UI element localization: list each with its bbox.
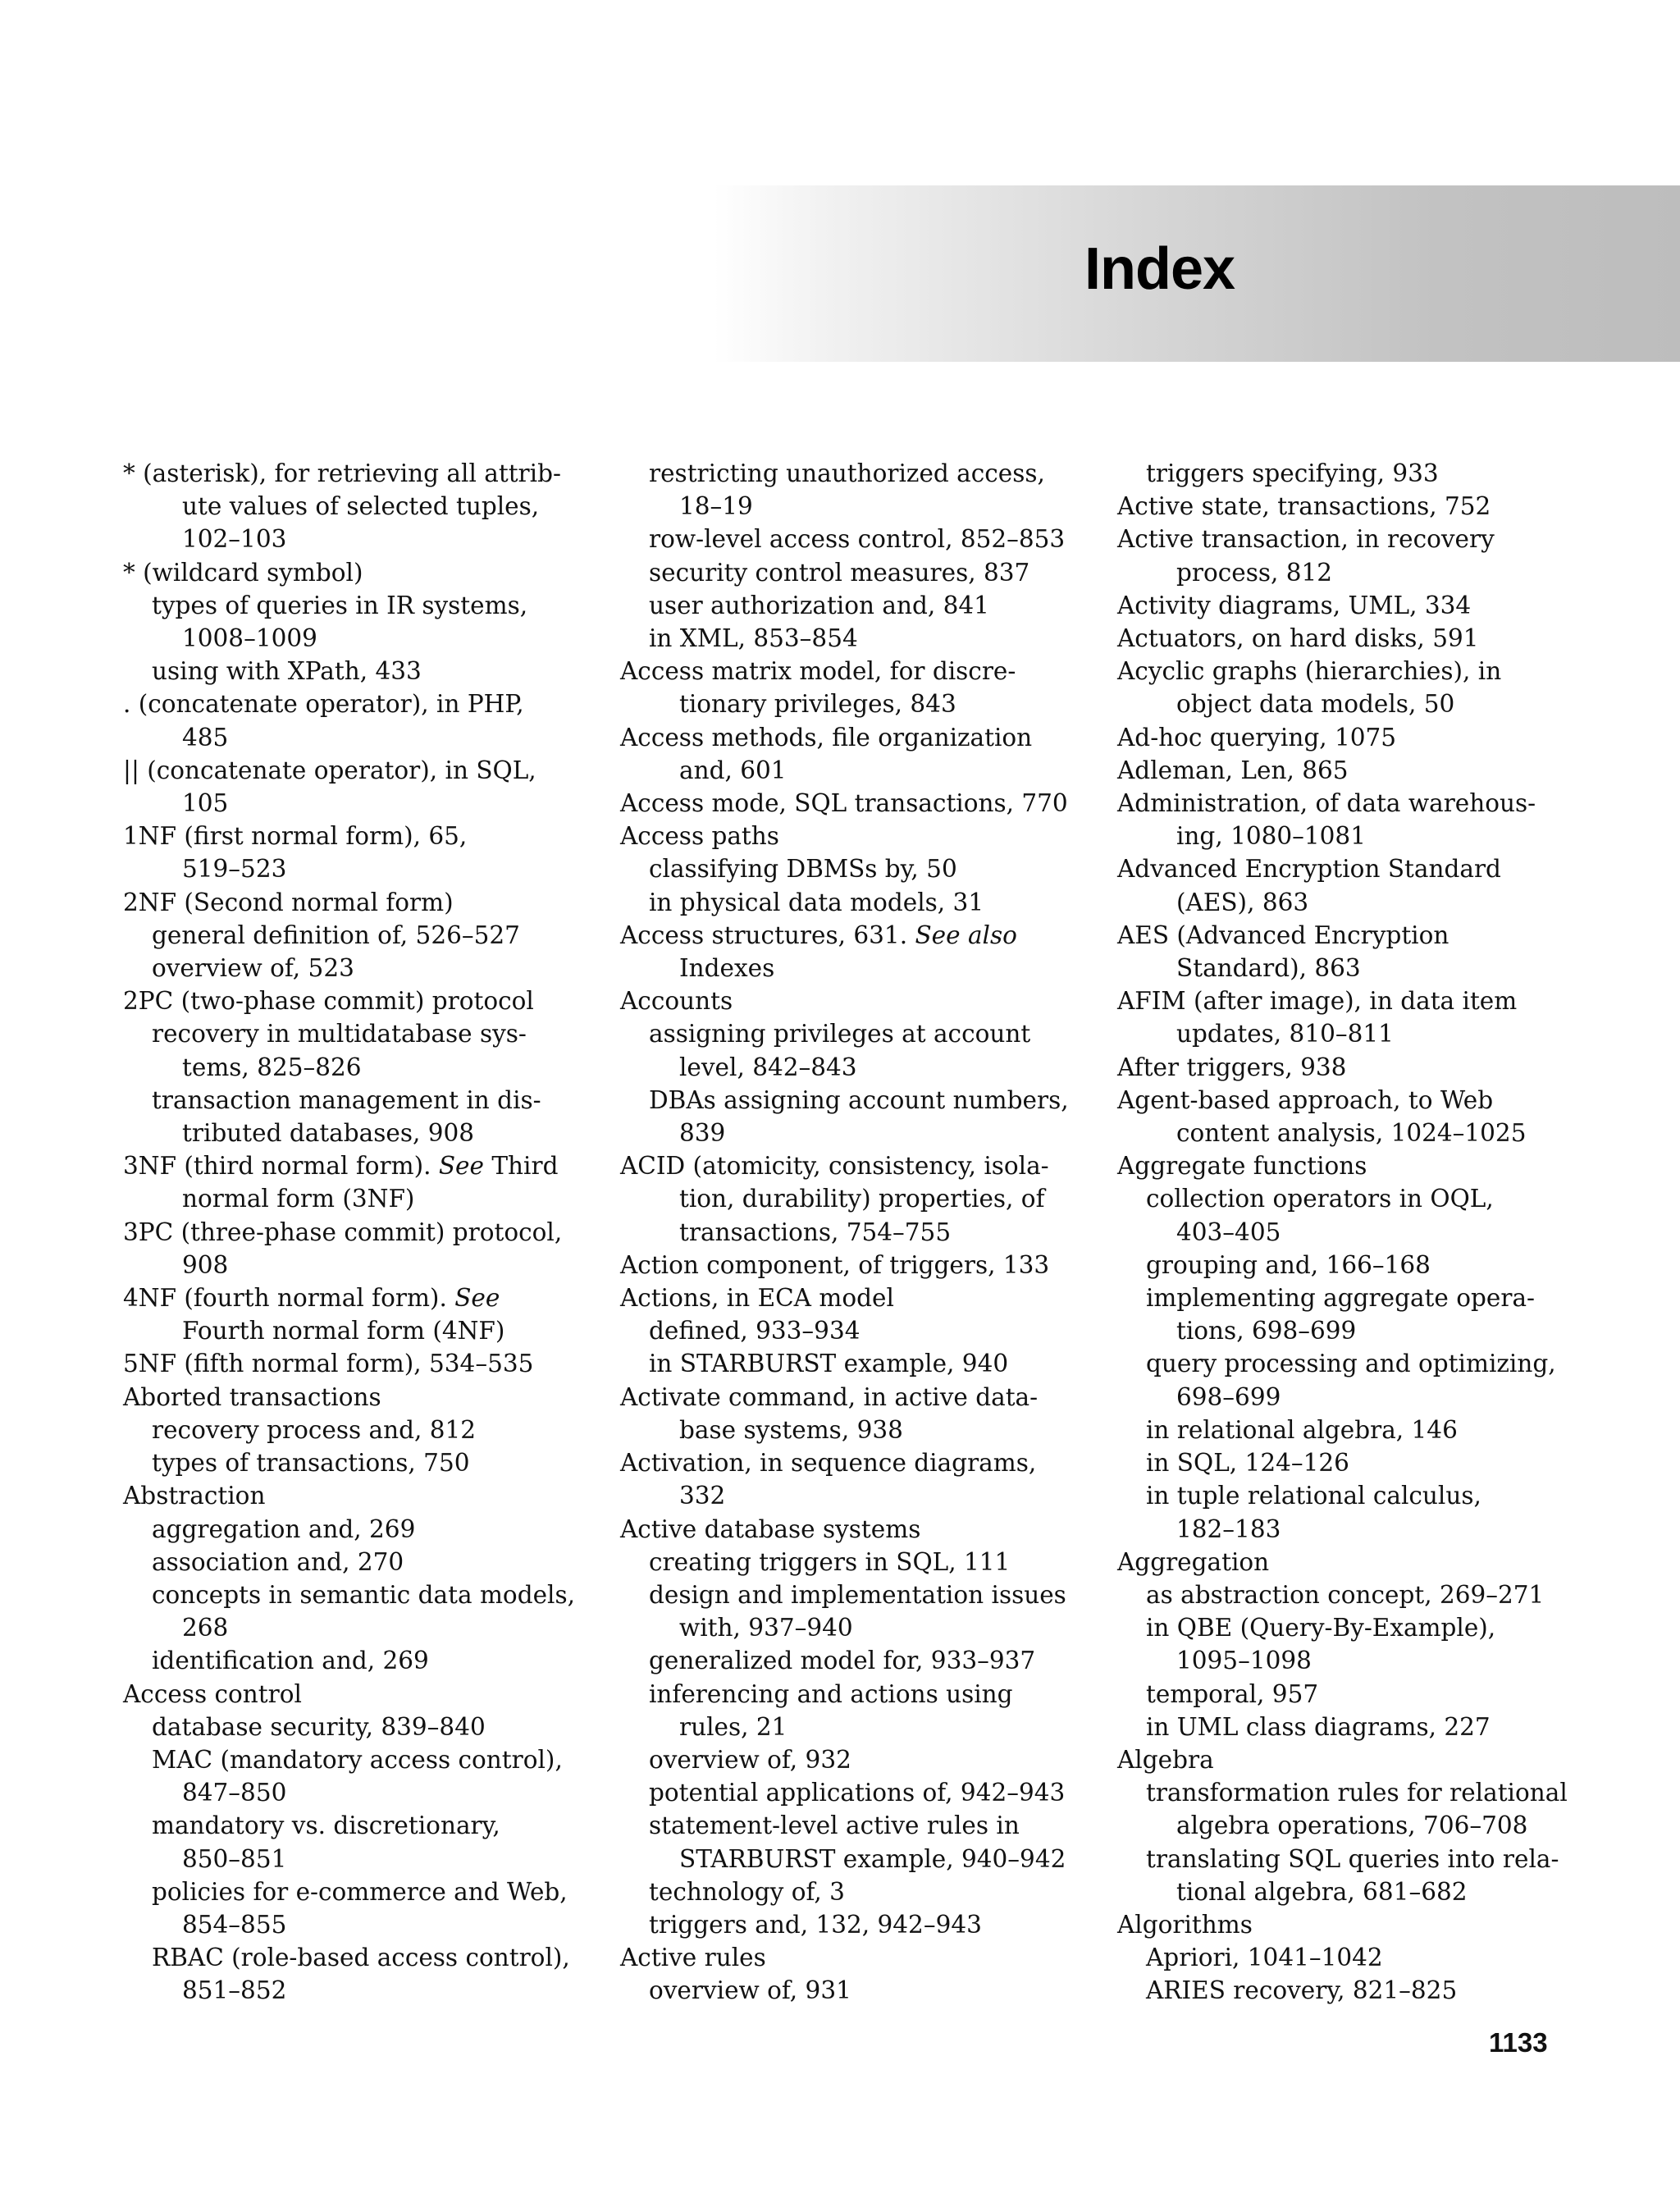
index-entry: 3NF (third normal form). See Third: [123, 1152, 559, 1181]
index-subentry: types of queries in IR systems,: [152, 591, 528, 619]
index-column-2: [620, 457, 1080, 2008]
index-subentry: transformation rules for relational: [1146, 1779, 1568, 1807]
index-subentry: ARIES recovery, 821–825: [1146, 1976, 1458, 2005]
index-subentry: 485: [182, 723, 229, 752]
index-subentry: user authorization and, 841: [649, 591, 989, 619]
index-subentry: 1008–1009: [182, 624, 317, 653]
index-subentry: Fourth normal form (4NF): [182, 1317, 505, 1345]
index-entry: Action component, of triggers, 133: [620, 1250, 1050, 1279]
index-subentry: implementing aggregate opera-: [1146, 1284, 1536, 1313]
index-subentry: creating triggers in SQL, 111: [649, 1547, 1011, 1576]
index-entry: 2PC (two-phase commit) protocol: [123, 987, 534, 1016]
index-entry: 1NF (first normal form), 65,: [123, 822, 468, 851]
index-entry: Aggregate functions: [1117, 1152, 1367, 1181]
index-entry: 5NF (fifth normal form), 534–535: [123, 1350, 534, 1378]
index-subentry: collection operators in OQL,: [1146, 1185, 1494, 1213]
index-subentry: 851–852: [182, 1976, 287, 2005]
index-entry: Administration, of data warehous-: [1117, 789, 1536, 818]
index-subentry: transactions, 754–755: [679, 1217, 952, 1246]
index-subentry: algebra operations, 706–708: [1176, 1811, 1528, 1840]
index-subentry: 182–183: [1176, 1514, 1281, 1543]
index-subentry: (AES), 863: [1176, 888, 1309, 916]
index-entry: After triggers, 938: [1117, 1053, 1347, 1081]
index-subentry: aggregation and, 269: [152, 1514, 416, 1543]
index-subentry: inferencing and actions using: [649, 1679, 1013, 1708]
index-subentry: generalized model for, 933–937: [649, 1647, 1036, 1675]
index-subentry: 854–855: [182, 1910, 287, 1939]
index-entry: Actuators, on hard disks, 591: [1117, 624, 1479, 653]
index-entry: Abstraction: [123, 1482, 266, 1510]
index-entry: 4NF (fourth normal form). See: [123, 1284, 500, 1313]
index-subentry: restricting unauthorized access,: [649, 459, 1045, 487]
index-entry: Access mode, SQL transactions, 770: [620, 789, 1068, 818]
index-entry: Active database systems: [620, 1514, 921, 1543]
index-subentry: Standard), 863: [1176, 954, 1361, 983]
index-entry: Algorithms: [1117, 1910, 1253, 1939]
index-entry: Activate command, in active data-: [620, 1382, 1039, 1411]
index-subentry: 268: [182, 1614, 229, 1642]
index-subentry: in QBE (Query-By-Example),: [1146, 1614, 1496, 1642]
index-subentry: rules, 21: [679, 1712, 788, 1741]
index-subentry: tional algebra, 681–682: [1176, 1877, 1468, 1906]
index-column-1: [123, 457, 582, 2008]
index-subentry: security control measures, 837: [649, 558, 1030, 587]
index-subentry: assigning privileges at account: [649, 1020, 1031, 1048]
index-subentry: classifying DBMSs by, 50: [649, 855, 957, 884]
index-subentry: recovery process and, 812: [152, 1415, 477, 1444]
index-entry: || (concatenate operator), in SQL,: [123, 756, 536, 784]
index-subentry: as abstraction concept, 269–271: [1146, 1580, 1545, 1609]
index-subentry: process, 812: [1176, 558, 1333, 587]
index-subentry: base systems, 938: [679, 1415, 903, 1444]
index-subentry: tion, durability) properties, of: [679, 1185, 1045, 1213]
index-subentry: tributed databases, 908: [182, 1119, 475, 1148]
index-entry: 3PC (three-phase commit) protocol,: [123, 1217, 563, 1246]
index-entry: Active transaction, in recovery: [1117, 525, 1495, 554]
index-entry: Advanced Encryption Standard: [1117, 855, 1501, 884]
index-subentry: tems, 825–826: [182, 1053, 362, 1081]
page-title: Index: [1084, 236, 1235, 302]
index-subentry: association and, 270: [152, 1547, 404, 1576]
index-subentry: 850–851: [182, 1844, 287, 1873]
index-subentry: policies for e-commerce and Web,: [152, 1877, 568, 1906]
index-subentry: in STARBURST example, 940: [649, 1350, 1009, 1378]
index-entry: Acyclic graphs (hierarchies), in: [1117, 657, 1502, 686]
index-subentry: in UML class diagrams, 227: [1146, 1712, 1491, 1741]
index-subentry: overview of, 523: [152, 954, 354, 983]
see-reference: See also: [915, 921, 1017, 949]
index-subentry: ute values of selected tuples,: [182, 492, 540, 521]
see-reference: See: [438, 1152, 484, 1181]
index-subentry: query processing and optimizing,: [1146, 1350, 1556, 1378]
index-entry: ACID (atomicity, consistency, isola-: [620, 1152, 1049, 1181]
index-subentry: statement-level active rules in: [649, 1811, 1020, 1840]
index-entry: Access matrix model, for discre-: [620, 657, 1016, 686]
index-subentry: Indexes: [679, 954, 775, 983]
index-entry: Activation, in sequence diagrams,: [620, 1449, 1037, 1478]
index-subentry: Apriori, 1041–1042: [1146, 1944, 1383, 1972]
index-subentry: in XML, 853–854: [649, 624, 858, 653]
index-subentry: triggers and, 132, 942–943: [649, 1910, 982, 1939]
index-subentry: translating SQL queries into rela-: [1146, 1844, 1559, 1873]
index-entry: Accounts: [620, 987, 733, 1016]
index-subentry: STARBURST example, 940–942: [679, 1844, 1066, 1873]
index-entry: AFIM (after image), in data item: [1117, 987, 1518, 1016]
index-entry: Agent-based approach, to Web: [1117, 1085, 1494, 1114]
index-subentry: mandatory vs. discretionary,: [152, 1811, 500, 1840]
index-subentry: MAC (mandatory access control),: [152, 1745, 563, 1774]
index-subentry: 1095–1098: [1176, 1647, 1312, 1675]
index-entry: Adleman, Len, 865: [1117, 756, 1349, 784]
index-subentry: with, 937–940: [679, 1614, 853, 1642]
index-subentry: RBAC (role-based access control),: [152, 1944, 570, 1972]
index-entry: Actions, in ECA model: [620, 1284, 894, 1313]
index-subentry: object data models, 50: [1176, 690, 1455, 719]
index-subentry: potential applications of, 942–943: [649, 1779, 1066, 1807]
index-subentry: in relational algebra, 146: [1146, 1415, 1458, 1444]
index-subentry: in physical data models, 31: [649, 888, 984, 916]
index-subentry: transaction management in dis-: [152, 1085, 541, 1114]
index-subentry: 403–405: [1176, 1217, 1281, 1246]
index-entry: Active state, transactions, 752: [1117, 492, 1491, 521]
index-subentry: 105: [182, 789, 229, 818]
index-subentry: 839: [679, 1119, 726, 1148]
index-subentry: 847–850: [182, 1779, 287, 1807]
index-subentry: triggers specifying, 933: [1146, 459, 1439, 487]
index-subentry: tions, 698–699: [1176, 1317, 1357, 1345]
index-subentry: grouping and, 166–168: [1146, 1250, 1431, 1279]
index-subentry: concepts in semantic data models,: [152, 1580, 575, 1609]
index-subentry: design and implementation issues: [649, 1580, 1066, 1609]
index-entry: Access control: [123, 1679, 302, 1708]
index-entry: AES (Advanced Encryption: [1117, 921, 1449, 949]
index-subentry: 332: [679, 1482, 726, 1510]
index-entry: Aggregation: [1117, 1547, 1270, 1576]
index-entry: . (concatenate operator), in PHP,: [123, 690, 524, 719]
index-subentry: content analysis, 1024–1025: [1176, 1119, 1527, 1148]
index-entry: Ad-hoc querying, 1075: [1117, 723, 1397, 752]
index-subentry: in SQL, 124–126: [1146, 1449, 1349, 1478]
index-subentry: temporal, 957: [1146, 1679, 1319, 1708]
index-subentry: identification and, 269: [152, 1647, 429, 1675]
index-subentry: 519–523: [182, 855, 287, 884]
index-entry: Algebra: [1117, 1745, 1214, 1774]
index-entry: Access structures, 631. See also: [620, 921, 1017, 949]
index-subentry: ing, 1080–1081: [1176, 822, 1366, 851]
index-subentry: 18–19: [679, 492, 753, 521]
index-subentry: general definition of, 526–527: [152, 921, 520, 949]
index-entry: Access paths: [620, 822, 779, 851]
index-subentry: technology of, 3: [649, 1877, 845, 1906]
index-column-3: [1117, 457, 1577, 2008]
index-subentry: types of transactions, 750: [152, 1449, 470, 1478]
index-entry: Activity diagrams, UML, 334: [1117, 591, 1472, 619]
index-subentry: using with XPath, 433: [152, 657, 422, 686]
index-entry: Active rules: [620, 1944, 766, 1972]
index-subentry: database security, 839–840: [152, 1712, 486, 1741]
index-entry: * (wildcard symbol): [123, 558, 363, 587]
index-entry: * (asterisk), for retrieving all attrib-: [123, 459, 561, 487]
index-entry: Aborted transactions: [123, 1382, 381, 1411]
index-subentry: normal form (3NF): [182, 1185, 415, 1213]
index-subentry: 102–103: [182, 525, 287, 554]
index-subentry: level, 842–843: [679, 1053, 857, 1081]
index-subentry: defined, 933–934: [649, 1317, 861, 1345]
index-subentry: overview of, 931: [649, 1976, 851, 2005]
index-subentry: overview of, 932: [649, 1745, 851, 1774]
index-subentry: DBAs assigning account numbers,: [649, 1085, 1069, 1114]
index-subentry: 908: [182, 1250, 229, 1279]
index-entry: 2NF (Second normal form): [123, 888, 454, 916]
index-subentry: 698–699: [1176, 1382, 1281, 1411]
page-number: 1133: [1489, 2027, 1548, 2058]
index-subentry: in tuple relational calculus,: [1146, 1482, 1481, 1510]
index-subentry: tionary privileges, 843: [679, 690, 956, 719]
see-reference: See: [454, 1284, 500, 1313]
index-entry: Access methods, file organization: [620, 723, 1033, 752]
index-subentry: and, 601: [679, 756, 787, 784]
index-subentry: updates, 810–811: [1176, 1020, 1394, 1048]
index-subentry: recovery in multidatabase sys-: [152, 1020, 527, 1048]
index-subentry: row-level access control, 852–853: [649, 525, 1066, 554]
